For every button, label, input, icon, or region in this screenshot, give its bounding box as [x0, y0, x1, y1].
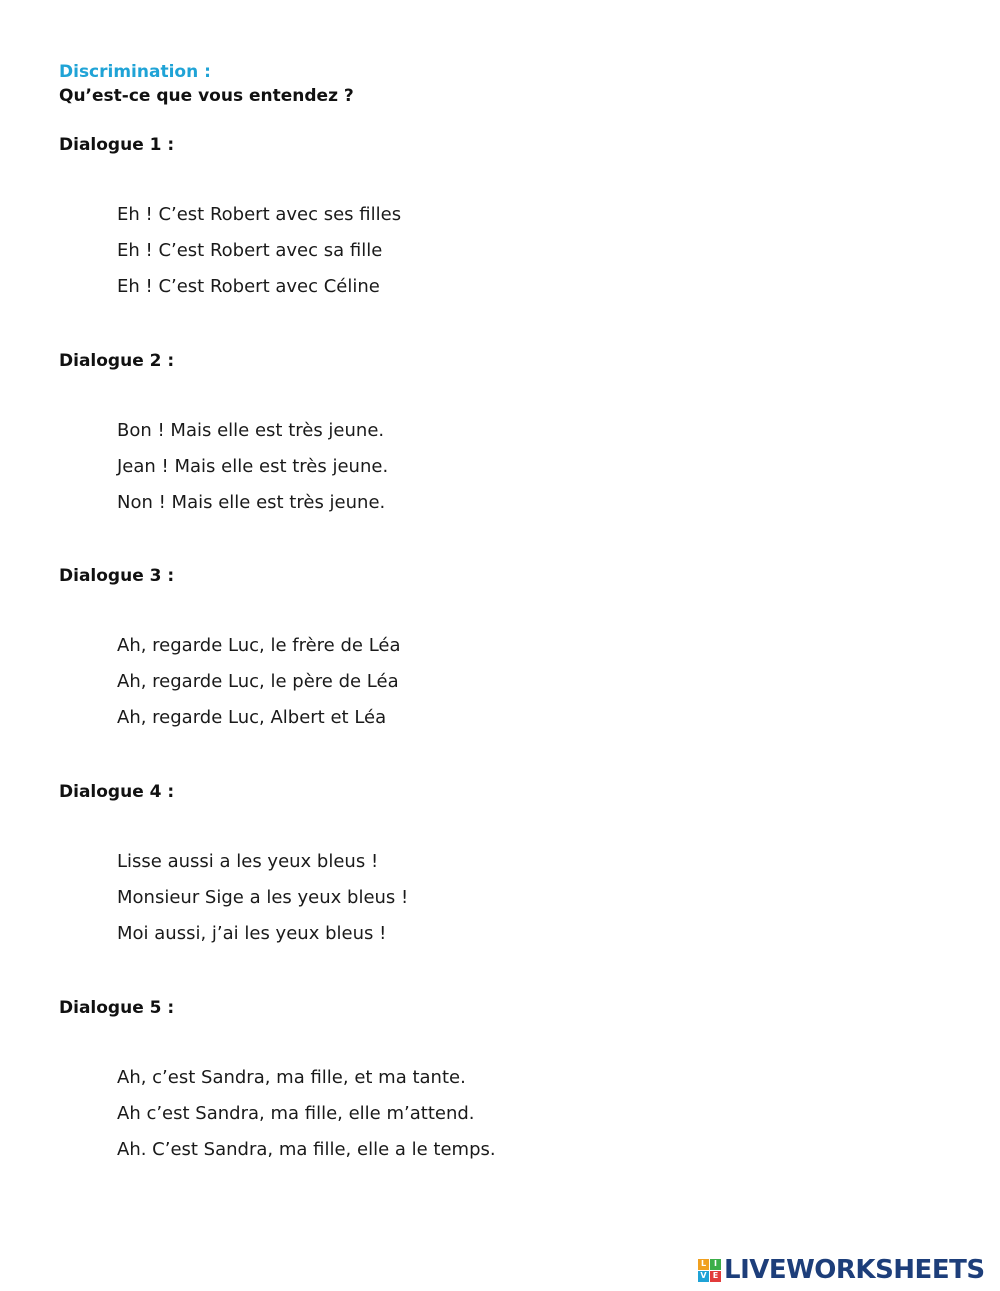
option-item[interactable]: Ah, c’est Sandra, ma fille, et ma tante. — [117, 1067, 466, 1088]
option-item[interactable]: Eh ! C’est Robert avec ses filles — [117, 204, 402, 225]
option-item[interactable]: Lisse aussi a les yeux bleus ! — [117, 851, 379, 872]
logo-square: E — [710, 1271, 721, 1282]
option-item[interactable]: Non ! Mais elle est très jeune. — [117, 492, 386, 513]
question-heading: Qu’est-ce que vous entendez ? — [59, 86, 354, 106]
option-item[interactable]: Jean ! Mais elle est très jeune. — [117, 456, 389, 477]
logo-square: I — [710, 1259, 721, 1270]
option-item[interactable]: Bon ! Mais elle est très jeune. — [117, 420, 385, 441]
dialogue-title: Dialogue 1 : — [59, 135, 175, 155]
logo-squares-icon — [698, 1259, 721, 1282]
option-list — [117, 850, 759, 958]
option-list — [117, 203, 759, 311]
option-item[interactable]: Monsieur Sige a les yeux bleus ! — [117, 887, 409, 908]
option-list — [117, 634, 759, 742]
logo-square: L — [698, 1259, 709, 1270]
dialogue-3 — [59, 564, 759, 742]
option-item[interactable]: Ah, regarde Luc, le père de Léa — [117, 671, 399, 692]
option-item[interactable]: Ah, regarde Luc, le frère de Léa — [117, 635, 401, 656]
dialogue-title: Dialogue 5 : — [59, 998, 175, 1018]
option-item[interactable]: Ah c’est Sandra, ma fille, elle m’attend. — [117, 1103, 475, 1124]
dialogue-5 — [59, 996, 759, 1174]
dialogue-1 — [59, 133, 759, 311]
option-list — [117, 419, 759, 527]
dialogue-title: Dialogue 4 : — [59, 782, 175, 802]
liveworksheets-logo[interactable] — [698, 1254, 985, 1286]
logo-text: LIVEWORKSHEETS — [724, 1255, 985, 1285]
option-item[interactable]: Moi aussi, j’ai les yeux bleus ! — [117, 923, 387, 944]
dialogue-2 — [59, 349, 759, 527]
option-item[interactable]: Ah. C’est Sandra, ma fille, elle a le temps. — [117, 1139, 496, 1160]
dialogue-title: Dialogue 3 : — [59, 566, 175, 586]
option-item[interactable]: Eh ! C’est Robert avec Céline — [117, 276, 380, 297]
option-list — [117, 1066, 759, 1174]
option-item[interactable]: Ah, regarde Luc, Albert et Léa — [117, 707, 387, 728]
logo-square: V — [698, 1271, 709, 1282]
section-heading: Discrimination : — [59, 62, 211, 82]
option-item[interactable]: Eh ! C’est Robert avec sa fille — [117, 240, 383, 261]
dialogue-4 — [59, 780, 759, 958]
dialogue-title: Dialogue 2 : — [59, 351, 175, 371]
